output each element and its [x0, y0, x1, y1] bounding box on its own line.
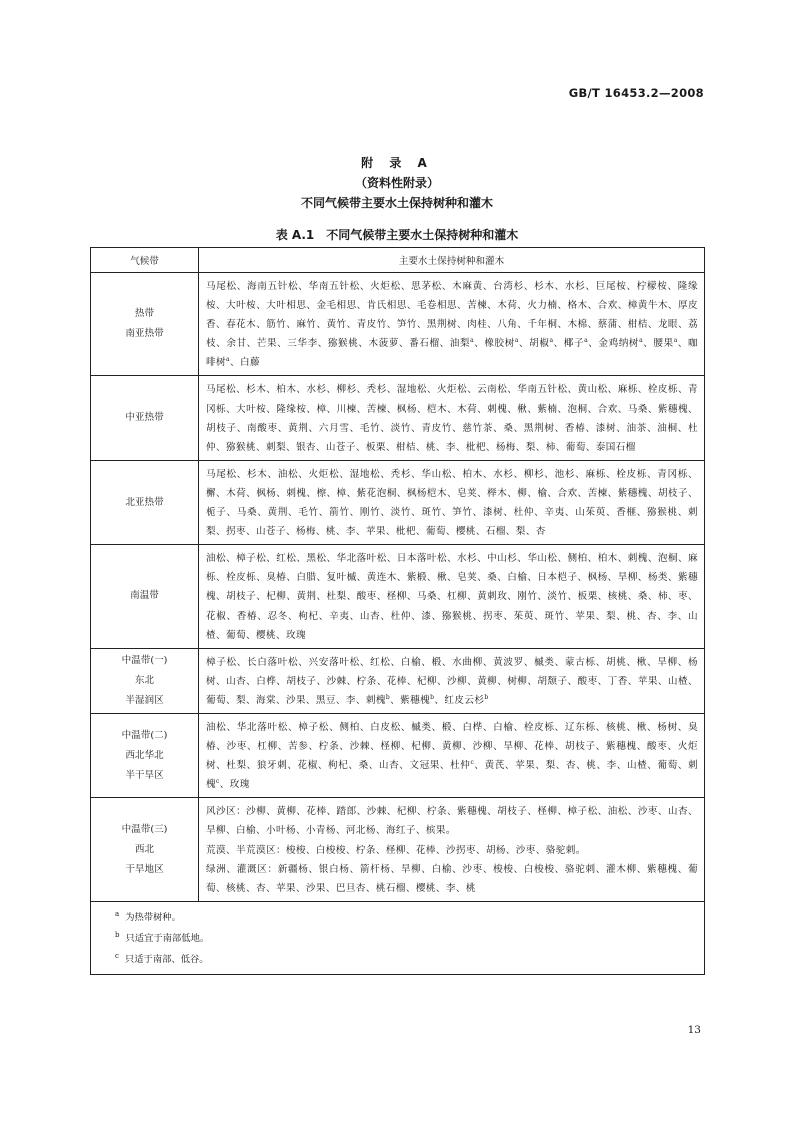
table-row — [91, 648, 705, 713]
species-cell — [199, 273, 705, 376]
climate-zone-line: 半干旱区 — [125, 769, 164, 781]
header-species: 主要水土保持树种和灌木 — [199, 248, 705, 273]
notes-row — [91, 901, 705, 974]
footnote-marker: b — [430, 693, 435, 701]
species-text: 、椰子 — [553, 338, 585, 350]
species-table — [90, 247, 705, 975]
footnote-marker: b — [484, 693, 489, 701]
climate-zone-cell — [91, 648, 199, 713]
species-text: 、红皮云杉 — [434, 694, 485, 706]
species-text: 、腰果 — [643, 338, 674, 350]
species-text: 、胡椒 — [518, 338, 550, 350]
footnote-marker: a — [226, 356, 230, 364]
climate-zone-line: 南亚热带 — [125, 328, 164, 340]
table-row — [91, 460, 705, 544]
species-text: 、黄芪、苹果、梨、杏、桃、李、山楂、葡萄、刺槐 — [206, 760, 698, 791]
species-cell — [199, 713, 705, 797]
table-row — [91, 273, 705, 376]
climate-zone-cell — [91, 460, 199, 544]
species-text: 马尾松、杉木、柏木、水杉、柳杉、秃杉、湿地松、火炬松、云南松、华南五针松、黄山松、麻栎、栓皮栎、青冈栎、大叶桉、隆缘桉、樟、川楝、苦楝、枫杨、桤木、木荷、刺槐、楸、紫楠、泡桐、合欢、马桑、紫穗槐、胡枝子、南酸枣、黄荆、六月雪、毛竹、淡竹、青皮竹、慈竹茶、桑、黑荆树、香椿、漆树、油茶、油桐、杜仲、猕猴桃、刺梨、银杏、山苍子、板栗、柑桔、桃、李、枇杷、杨梅、梨、柿、葡萄、泰国石榴 — [206, 384, 698, 453]
table-header-row — [91, 248, 705, 273]
climate-zone-cell — [91, 713, 199, 797]
climate-zone-cell — [91, 545, 199, 648]
footnote-marker: a — [673, 337, 678, 345]
note-text: 只适于南部、低谷。 — [124, 953, 209, 965]
footnote-marker: c — [470, 758, 475, 766]
appendix-title: 附 录 A — [361, 156, 433, 170]
appendix-heading — [90, 153, 704, 213]
table-note — [115, 949, 704, 970]
species-text: 马尾松、杉木、油松、火炬松、湿地松、秃杉、华山松、柏木、水杉、柳杉、池杉、麻栎、栓皮栎、青冈栎、檞、木荷、枫杨、刺槐、檫、樟、紫花泡桐、枫杨桤木、皂荚、榉木、柳、榆、合欢、苦楝、紫穗槐、胡枝子、栀子、马桑、黄荆、毛竹、箭竹、刚竹、淡竹、斑竹、笋竹、漆树、杜仲、辛夷、山茱萸、香榧、猕猴桃、刺梨、拐枣、山苍子、杨梅、桃、李、苹果、枇杷、葡萄、樱桃、石榴、梨、杏 — [206, 468, 698, 538]
climate-zone-line: 中温带(二) — [121, 729, 168, 741]
note-text: 只适宜于南部低地。 — [125, 932, 210, 944]
species-text: 、紫穗槐 — [390, 694, 431, 706]
climate-zone-cell — [91, 376, 199, 460]
species-text: 马尾松、海南五针松、华南五针松、火炬松、思茅松、木麻黄、台湾杉、杉木、水杉、巨尾桉、柠檬桉、隆缘桉、大叶桉、大叶相思、金毛相思、肯氏相思、毛卷相思、苦楝、木荷、火力楠、格木、合欢、樟黄牛木、厚皮香、春花木、筋竹、麻竹、黄竹、青皮竹、笋竹、黑荆树、肉桂、八角、千年桐、木棉、蔡蒲、柑桔、龙眼、荔枝、余甘、芒果、三华李、猕猴桃、木菠萝、番石榴、油梨 — [206, 281, 698, 350]
page-number: 13 — [687, 1024, 701, 1036]
appendix-type: （资料性附录） — [354, 176, 439, 190]
table-note — [115, 907, 704, 928]
species-text: 、咖啡树 — [206, 338, 698, 369]
species-text: 、白藤 — [229, 357, 260, 369]
climate-zone-cell — [91, 798, 199, 901]
table-row — [91, 545, 705, 648]
species-cell — [199, 798, 705, 901]
species-cell — [199, 460, 705, 544]
species-text: 、橡胶树 — [474, 338, 515, 350]
species-text: 油松、樟子松、红松、黑松、华北落叶松、日本落叶松、水杉、中山杉、华山松、侧柏、柏木、刺槐、泡桐、麻栎、栓皮栎、臭椿、白腊、复叶槭、黄连木、紫椴、楸、皂荚、桑、白榆、日本桤子、枫杨、旱柳、杨类、紫穗槐、胡枝子、杞柳、黄荆、杜梨、酸枣、柽柳、马桑、杠柳、黄刺玫、刚竹、淡竹、板栗、核桃、桑、柿、枣、花椒、香椿、忍冬、枸杞、辛夷、山杏、杜仲、漆、猕猴桃、拐枣、茱萸、斑竹、苹果、梨、桃、杏、李、山楂、葡萄、樱桃、玫瑰 — [206, 553, 698, 641]
species-text: 风沙区：沙柳、黄柳、花棒、踏郎、沙棘、杞柳、柠条、紫穗槐、胡枝子、柽柳、樟子松、油松、沙枣、山杏、旱柳、白榆、小叶杨、小青杨、河北杨、海红子、槟果。 — [206, 806, 698, 837]
appendix-subtitle: 不同气候带主要水土保持树种和灌木 — [300, 196, 493, 210]
species-text: 绿洲、灌溉区：新疆杨、银白杨、箭杆杨、旱柳、白榆、沙枣、梭梭、白梭梭、骆驼刺、灌木柳、紫穗槐、葡萄、核桃、杏、苹果、沙果、巴旦杏、桃石榴、樱桃、李、桃 — [206, 863, 698, 894]
climate-zone-line: 西北 — [134, 843, 155, 855]
climate-zone-line: 东北 — [134, 674, 155, 686]
table-notes — [91, 901, 705, 974]
climate-zone-line: 西北华北 — [125, 749, 164, 761]
species-text: 、金鸡纳树 — [588, 338, 640, 350]
standard-number: GB/T 16453.2—2008 — [568, 86, 704, 100]
climate-zone-line: 中亚热带 — [125, 412, 164, 424]
climate-zone-line: 南温带 — [130, 590, 159, 602]
climate-zone-line: 北亚热带 — [125, 496, 164, 508]
species-cell — [199, 648, 705, 713]
species-text: 油松、华北落叶松、樟子松、侧柏、白皮松、槭类、椴、白桦、白榆、栓皮栎、辽东栎、核桃、楸、杨树、臭椿、沙枣、杠柳、苦参、柠条、沙棘、柽柳、杞柳、黄柳、沙柳、旱柳、花棒、胡枝子、紫穗槐、酸枣、火炬树、杜梨、狼牙刺、花椒、枸杞、桑、山杏、文冠果、杜仲 — [206, 721, 698, 772]
climate-zone-cell — [91, 273, 199, 376]
species-cell — [199, 376, 705, 460]
footnote-marker: a — [514, 337, 519, 345]
species-text: 、玫瑰 — [219, 779, 250, 791]
footnote-marker: a — [470, 337, 475, 345]
table-row — [91, 713, 705, 797]
climate-zone-line: 热带 — [134, 308, 155, 320]
climate-zone-line: 半湿润区 — [125, 694, 164, 706]
footnote-marker: c — [216, 778, 220, 786]
note-mark: b — [115, 930, 120, 939]
climate-zone-line: 中温带(一) — [121, 654, 168, 666]
footnote-marker: a — [584, 337, 589, 345]
table-note — [115, 928, 704, 949]
footnote-marker: a — [549, 337, 554, 345]
note-mark: a — [115, 909, 120, 918]
footnote-marker: a — [639, 337, 644, 345]
climate-zone-line: 干旱地区 — [125, 863, 164, 875]
climate-zone-line: 中温带(三) — [121, 823, 168, 835]
header-zone: 气候带 — [91, 248, 199, 273]
table-caption: 表 A.1 不同气候带主要水土保持树种和灌木 — [275, 228, 519, 242]
species-text: 荒漠、半荒漠区：梭梭、白梭梭、柠条、柽柳、花棒、沙拐枣、胡杨、沙枣、骆驼刺。 — [206, 844, 586, 856]
species-text: 樟子松、长白落叶松、兴安落叶松、红松、白榆、椴、水曲柳、黄波罗、槭类、蒙古栎、胡桃、楸、旱柳、杨树、山杏、白桦、胡枝子、沙棘、柠条、花棒、杞柳、沙柳、黄柳、树柳、胡颓子、酸枣、丁香、苹果、山楂、葡萄、梨、海棠、沙果、黑豆、李、刺槐 — [206, 656, 698, 706]
note-mark: c — [115, 951, 119, 960]
table-row — [91, 798, 705, 901]
table-row — [91, 376, 705, 460]
note-text: 为热带树种。 — [125, 911, 181, 923]
species-cell — [199, 545, 705, 648]
footnote-marker: b — [385, 693, 391, 701]
